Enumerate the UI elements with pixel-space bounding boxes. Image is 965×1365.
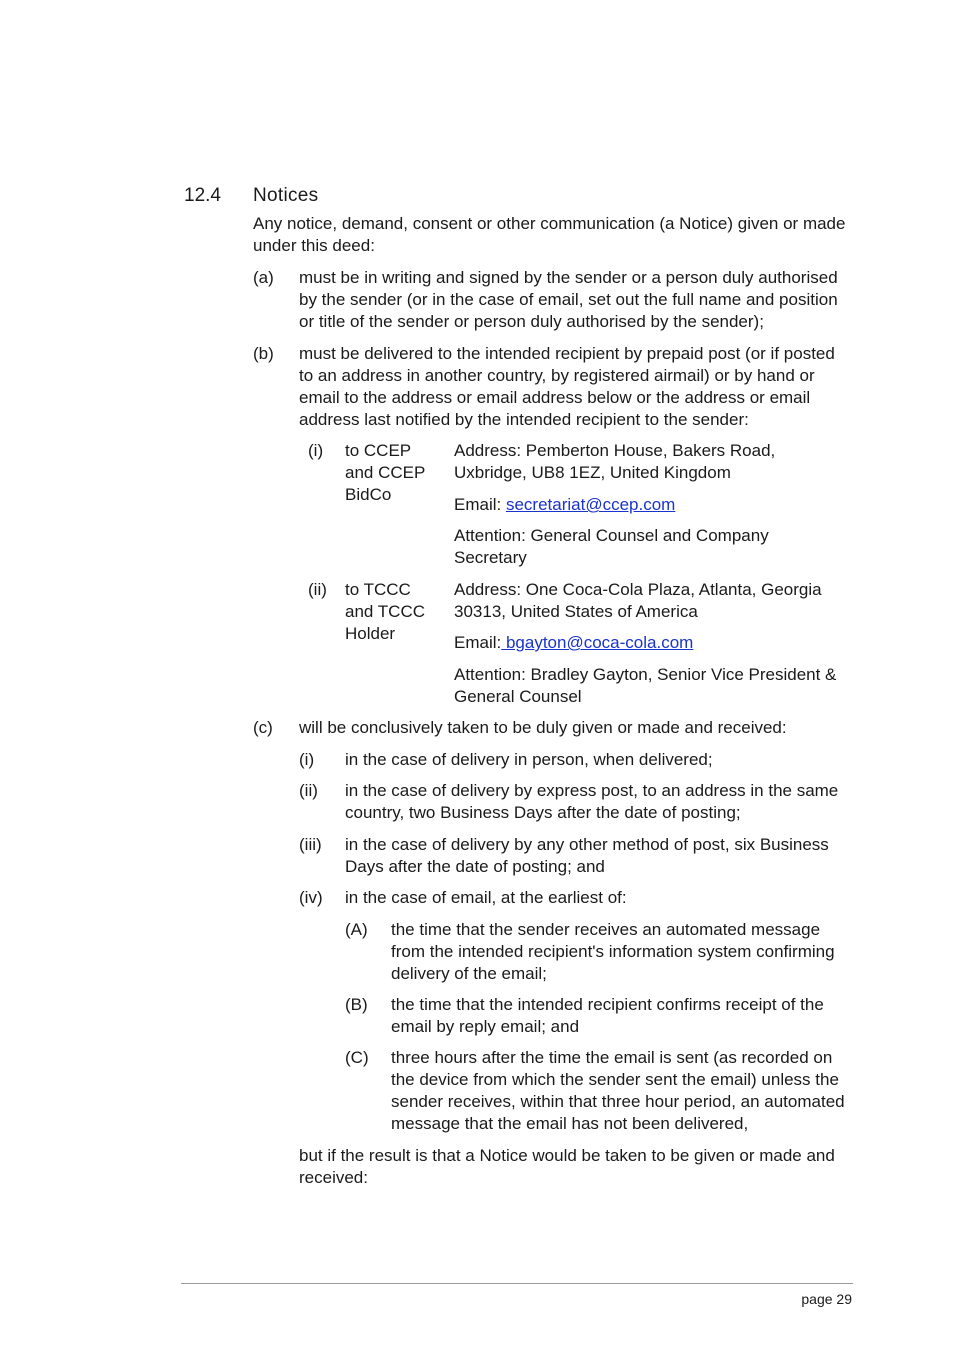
email-case-a-label: (A) <box>345 920 368 939</box>
recipient-1-email: Email: secretariat@ccep.com <box>454 495 676 514</box>
item-c-iv-text: in the case of email, at the earliest of: <box>345 888 627 907</box>
closing-paragraph: but if the result is that a Notice would be taken to be given or made and received: <box>299 1146 835 1187</box>
item-c-label: (c) <box>253 718 273 737</box>
recipient-2-party: to TCCC and TCCC Holder <box>345 580 425 643</box>
recipient-2-attention: Attention: Bradley Gayton, Senior Vice President & General Counsel <box>454 665 837 706</box>
email-case-c-text: three hours after the time the email is sent (as recorded on the device from which the sender sent the email) unless the sender receives, within that three hour period, an automated message that the email has not been delivered, <box>391 1048 845 1133</box>
section-title: Notices <box>253 185 319 206</box>
recipient-1-label: (i) <box>308 441 324 460</box>
item-c-ii-text: in the case of delivery by express post, to an address in the same country, two Business Days after the date of posting; <box>345 781 839 822</box>
item-c-i-label: (i) <box>299 750 315 769</box>
recipient-1-party: to CCEP and CCEP BidCo <box>345 441 426 504</box>
recipient-1-attention: Attention: General Counsel and Company Secretary <box>454 526 769 567</box>
recipient-2-label: (ii) <box>308 580 327 599</box>
item-c-iii-text: in the case of delivery by any other method of post, six Business Days after the date of posting; and <box>345 835 829 876</box>
email-case-a-text: the time that the sender receives an automated message from the intended recipient's information system confirming delivery of the email; <box>391 920 835 983</box>
item-b-label: (b) <box>253 344 274 363</box>
recipient-2-email: Email: bgayton@coca-cola.com <box>454 633 694 652</box>
section-number: 12.4 <box>184 185 221 206</box>
item-c-text: will be conclusively taken to be duly given or made and received: <box>299 718 787 737</box>
item-a-label: (a) <box>253 268 274 287</box>
page-number: page 29 <box>801 1291 852 1307</box>
recipient-1-address: Address: Pemberton House, Bakers Road, Uxbridge, UB8 1EZ, United Kingdom <box>454 441 776 482</box>
item-c-ii-label: (ii) <box>299 781 318 800</box>
email-case-b-text: the time that the intended recipient confirms receipt of the email by reply email; and <box>391 995 824 1036</box>
footer-divider <box>181 1283 853 1284</box>
intro-paragraph: Any notice, demand, consent or other communication (a Notice) given or made under this deed: <box>253 214 846 255</box>
recipient-2-address: Address: One Coca-Cola Plaza, Atlanta, Georgia 30313, United States of America <box>454 580 822 621</box>
item-c-iii-label: (iii) <box>299 835 322 854</box>
item-b-text: must be delivered to the intended recipient by prepaid post (or if posted to an address in another country, by registered airmail) or by hand or email to the address or email address below or the address or email address last notified by the intended recipient to the sender: <box>299 344 835 429</box>
email-case-c-label: (C) <box>345 1048 369 1067</box>
item-c-iv-label: (iv) <box>299 888 323 907</box>
item-c-i-text: in the case of delivery in person, when delivered; <box>345 750 713 769</box>
recipient-2-email-link[interactable]: bgayton@coca-cola.com <box>501 633 694 652</box>
recipient-1-email-link[interactable]: secretariat@ccep.com <box>505 495 676 514</box>
item-a-text: must be in writing and signed by the sender or a person duly authorised by the sender (or in the case of email, set out the full name and position or title of the sender or person duly authorised by the sender); <box>299 268 838 331</box>
email-case-b-label: (B) <box>345 995 368 1014</box>
